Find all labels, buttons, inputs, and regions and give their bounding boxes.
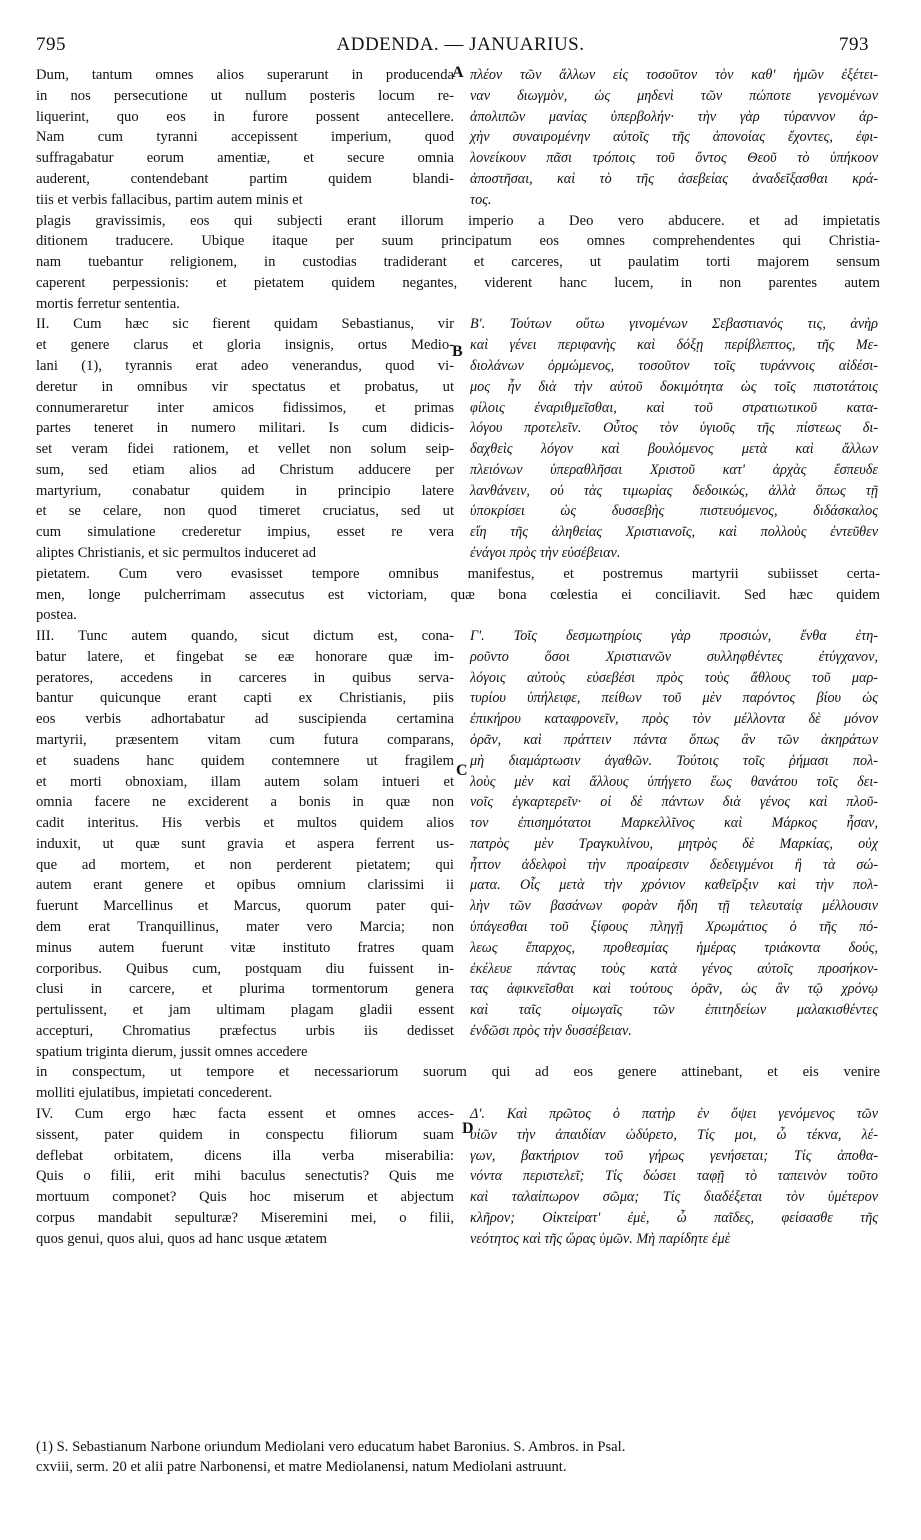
latin-text-line: Nam cum tyranni accepissent imperium, quod <box>36 129 454 146</box>
greek-text-line: μὴ διαμάρτωσιν ἀγαθῶν. Τούτοις τοῖς ῥήμασι πολ- <box>470 752 878 769</box>
page-number-left: 795 <box>36 34 66 55</box>
greek-text-line: μος ἦν διὰ τὴν αὐτοῦ δοκιμότητα ὡς τοῖς πιστοτάτοις <box>470 378 878 395</box>
latin-text-line: induxit, ut quæ sunt gravia et aspera ferrent us- <box>36 835 454 852</box>
greek-text-line: καὶ γένει περιφανὴς καὶ δόξῃ περίβλεπτος, τῆς Με- <box>470 337 878 354</box>
latin-text-line: quos genui, quos alui, quos ad hanc usque ætatem <box>36 1230 328 1247</box>
greek-text-line: Γ'. Τοῖς δεσμωτηρίοις γὰρ προσιών, ἔνθα ἐτη- <box>470 628 878 645</box>
latin-text-line: tiis et verbis fallacibus, partim autem minis et <box>36 191 303 208</box>
latin-text-line: Dum, tantum omnes alios superarunt in producenda <box>36 67 454 83</box>
latin-text-line: cum simulatione crederetur impius, esset re vera <box>36 524 454 541</box>
latin-text-line: et morti obnoxiam, illam autem solam intueri et <box>36 773 454 790</box>
greek-text-line: πλειόνων ὑπεραθλῆσαι Χριστοῦ κατ' ἀρχὰς ἔσπευδε <box>470 461 878 478</box>
greek-text-line: τος. <box>470 191 492 208</box>
latin-text-line: deretur in omnibus vir spectatus et probatus, ut <box>36 378 454 395</box>
greek-text-line: νεότητος καὶ τῆς ὥρας ὑμῶν. Μὴ παρίδητε ἐμὲ <box>470 1230 731 1247</box>
latin-text-line: sissent, pater quidem in conspectu filiorum suam <box>36 1126 454 1143</box>
greek-text-line: νοῖς ἐγκαρτερεῖν· οἱ δὲ πάντων διὰ γένος καὶ πλοῦ- <box>470 794 878 811</box>
latin-text-line: Quis o filii, erit mihi baculus senectutis? Quis me <box>36 1168 454 1185</box>
latin-text-line: suffragabatur eorum amentiæ, et secure omnia <box>36 150 454 167</box>
greek-text-line: Δ'. Καὶ πρῶτος ὁ πατὴρ ἐν ὄψει γενόμενος τῶν <box>470 1106 878 1122</box>
greek-text-line: λόγου προτελεῖν. Οὗτος τὸν ὑγιοῦς τῆς πίστεως δι- <box>470 420 878 437</box>
greek-text-line: λοὺς μὲν καὶ ἄλλους ὑπήγετο ἕως θανάτου τοῖς δει- <box>470 773 878 790</box>
latin-text-line: partes teneret in numero militari. Is cum didicis- <box>36 420 454 437</box>
greek-text-line: ἀποστῆσαι, καὶ τὸ τῆς ἀσεβείας ἀναδεῖξασθαι κρά- <box>470 170 878 187</box>
greek-text-line: ὑπάγεσθαι τοῦ ξίφους πληγῇ Χρωμάτιος ὁ τῆς πό- <box>470 919 878 935</box>
greek-text-line: Β'. Τούτων οὕτω γινομένων Σεβαστιανός τις, ἀνὴρ <box>470 316 878 333</box>
greek-text-line: πλέον τῶν ἄλλων εἰς τοσοῦτον τὸν καθ' ἡμῶν ἐξέτει- <box>470 67 878 83</box>
greek-text-line: εἴη τῆς ἀληθείας Χριστιανοῖς, καὶ πολλοὺς ἐντεῦθεν <box>470 524 878 541</box>
greek-text-line: καὶ ταλαίπωρον σῶμα; Τίς διαδέξεται τὸν ὑμέτερον <box>470 1189 878 1206</box>
latin-text-line: corporibus. Quibus cum, postquam diu fuissent in- <box>36 960 454 977</box>
full-text-line: caperent perpessionis: et pietatem quidem negantes, viderent hanc lucem, in non parentes autem <box>36 274 880 291</box>
margin-letter-b: B <box>452 343 463 360</box>
latin-text-line: minus autem fuerunt vitæ instituto fratres quam <box>36 939 454 956</box>
full-text-line: postea. <box>36 607 77 624</box>
greek-text-line: ναν διωγμὸν, ὡς μηδενὶ τῶν πώποτε γενομένων <box>470 87 878 104</box>
latin-text-line: in nos persecutione ut nullum posteris locum re- <box>36 87 454 104</box>
greek-text-line: λανθάνειν, οὐ τὰς τιμωρίας δεδοικώς, ἀλλὰ ὅπως τῇ <box>470 482 878 499</box>
greek-text-line: τον ἐπισημότατοι Μαρκελλῖνος καὶ Μάρκος ἦσαν, <box>470 815 878 832</box>
latin-text-line: peratores, accedens in carceres in quibus serva- <box>36 669 454 686</box>
latin-text-line: spatium triginta dierum, jussit omnes accedere <box>36 1043 308 1060</box>
greek-text-line: δαχθεὶς λόγον καὶ βουλόμενος μετὰ καὶ ἄλλων <box>470 441 878 457</box>
latin-text-line: bantur quicunque erant capti ex Christianis, piis <box>36 690 454 707</box>
greek-text-line: ἀπολιπῶν μανίας ὑπερβολήν· τὴν γὰρ τύραννον ἀρ- <box>470 108 878 125</box>
margin-letter-c: C <box>456 762 468 779</box>
margin-letter-d: D <box>462 1120 474 1137</box>
greek-text-line: ἧττον ἀδελφοὶ τὴν προαίρεσιν δεδειγμένοι ἢ τὰ σώ- <box>470 856 878 873</box>
greek-text-line: πατρὸς μὲν Τραγκυλίνου, μητρὸς δὲ Μαρκίας, οὐχ <box>470 835 878 852</box>
latin-text-line: que ad mortem, et non perderent pietatem; qui <box>36 856 454 873</box>
greek-text-line: γων, βακτήριον τοῦ γήρως γενήσεται; Τίς ἀποθα- <box>470 1147 878 1164</box>
latin-text-line: et genere clarus et gloria insignis, ortus Medio- <box>36 337 454 354</box>
full-text-line: plagis gravissimis, eos qui subjecti erant illorum imperio a Deo vero abducere. et ad impietatis <box>36 212 880 229</box>
latin-text-line: connumeraretur inter amicos fidissimos, et primas <box>36 399 454 416</box>
greek-text-line: λόγοις αὐτοὺς εὐσεβέσι πρὸς τοὺς ἄθλους τοῦ μαρ- <box>470 669 878 686</box>
latin-text-line: IV. Cum ergo hæc facta essent et omnes acces- <box>36 1106 454 1122</box>
full-text-line: in conspectum, ut tempore et necessariorum suorum qui ad eos genere attinebant, et eis venire <box>36 1064 880 1081</box>
greek-text-line: λονείκουν πᾶσι τρόποις τοῦ ὄντος Θεοῦ τὸ ὑπήκοον <box>470 150 878 167</box>
latin-text-line: auderent, contendebant partim quidem blandi- <box>36 170 454 187</box>
latin-text-line: dem erat Tranquillinus, mater vero Marcia; non <box>36 919 454 935</box>
latin-text-line: sum, sed etiam alios ad Christum adducere per <box>36 461 454 478</box>
greek-text-line: λεως ἔπαρχος, προθεσμίας ἡμέρας τριάκοντα δούς, <box>470 939 878 956</box>
greek-text-line: τας ἀφικνεῖσθαι καὶ τούτους ὁρᾶν, ὡς ἂν τῷ χρόνῳ <box>470 981 878 998</box>
greek-text-line: λὴν τῶν βασάνων φορὰν ἤδη τῇ τελευταίᾳ μέλλουσιν <box>470 898 878 915</box>
latin-text-line: fuerunt Marcellinus et Marcus, quorum pater qui- <box>36 898 454 915</box>
footnote-line-1: (1) S. Sebastianum Narbone oriundum Mediolani vero educatum habet Baronius. S. Ambros. in Psal. <box>36 1439 626 1455</box>
latin-text-line: clusi in carcere, et plurima tormentorum genera <box>36 981 454 998</box>
latin-text-line: corpus mandabit sepulturæ? Miseremini mei, o filii, <box>36 1209 454 1226</box>
latin-text-line: et se celare, non quod timeret cruciatus, sed ut <box>36 503 454 520</box>
greek-text-line: ἐκέλευε πάντας τοὺς κατὰ γένος αὐτοῖς προσήκον- <box>470 960 878 977</box>
full-text-line: nam tuebantur religionem, in custodias tradiderant et carceres, ut paulatim torti majorem sensum <box>36 254 880 270</box>
latin-text-line: mortuum componet? Quis hoc miserum et abjectum <box>36 1189 454 1206</box>
latin-text-line: martyrii, præsentem vitam cum futura comparans, <box>36 732 454 748</box>
greek-text-line: φίλοις ἐναριθμεῖσθαι, καὶ τοῦ στρατιωτικοῦ κατα- <box>470 399 878 416</box>
page-number-right: 793 <box>839 34 869 55</box>
greek-text-line: ροῦντο ὅσοι Χριστιανῶν συλληφθέντες ἐτύγχανον, <box>470 648 878 665</box>
latin-text-line: aliptes Christianis, et sic permultos induceret ad <box>36 544 317 561</box>
greek-text-line: ἐπικήρου καταφρονεῖν, πρὸς τὸν μέλλοντα δὲ μόνον <box>470 711 878 728</box>
latin-text-line: deflebat orbitatem, dicens illa verba miserabilia: <box>36 1147 454 1164</box>
latin-text-line: III. Tunc autem quando, sicut dictum est, cona- <box>36 628 454 645</box>
latin-text-line: set veram fidei rationem, et vellet non solum seip- <box>36 441 454 457</box>
greek-text-line: ἐνδῶσι πρὸς τὴν δυσσέβειαν. <box>470 1022 632 1039</box>
latin-text-line: martyrium, conabatur quidem in principio latere <box>36 482 454 499</box>
greek-text-line: ἐνάγοι πρὸς τὴν εὐσέβειαν. <box>470 544 621 561</box>
latin-text-line: II. Cum hæc sic fierent quidam Sebastianus, vir <box>36 316 454 333</box>
greek-text-line: υἱῶν τὴν ἀπαιδίαν ὠδύρετο, Τίς μοι, ὦ τέκνα, λέ- <box>470 1126 878 1143</box>
latin-text-line: eos verbis adhortabatur ad suscipienda certamina <box>36 711 454 728</box>
latin-text-line: et suadens hanc quidem contemnere ut fragilem <box>36 752 454 769</box>
full-text-line: mortis ferretur sententia. <box>36 295 180 312</box>
greek-text-line: ὑποκρίσει ὡς δυσσεβὴς πιστευόμενος, διδάσκαλος <box>470 503 878 520</box>
full-text-line: ditionem traducere. Ubique itaque per suum principatum eos omnes comprehendentes qui Christia- <box>36 233 880 250</box>
greek-text-line: ὁρᾶν, καὶ πράττειν πάντα ὅπως ἂν τῶν ἀκηράτων <box>470 732 878 748</box>
greek-text-line: χὴν συναιρομένην αὐτοῖς τῆς ἀπονοίας ἔχοντες, ἐφι- <box>470 129 878 146</box>
greek-text-line: τυρίου ὑπήλειφε, πείθων τοῦ μὲν παρόντος βίου ὡς <box>470 690 878 707</box>
latin-text-line: omnia facere ne exciderent a bonis in quæ non <box>36 794 454 811</box>
latin-text-line: batur latere, et fingebat se eæ honorare quæ im- <box>36 648 454 665</box>
latin-text-line: accepturi, Chromatius præfectus urbis iis dedisset <box>36 1022 454 1039</box>
latin-text-line: pertulissent, et jam ultimam plagam gladii essent <box>36 1002 454 1019</box>
greek-text-line: νόντα περιστελεῖ; Τίς δώσει ταφῇ τὸ ταπεινὸν τοῦτο <box>470 1168 878 1185</box>
greek-text-line: κλῆρον; Οἰκτείρατ' ἐμὲ, ὦ παῖδες, φείσασθε τῆς <box>470 1209 878 1226</box>
footnote-line-2: cxviii, serm. 20 et alii patre Narbonensi, et matre Mediolanensi, natum Mediolani astruunt. <box>36 1459 567 1475</box>
latin-text-line: liquerint, quo eos in furore possent antecellere. <box>36 108 454 125</box>
latin-text-line: autem erant genere et opibus omnium clarissimi ii <box>36 877 454 894</box>
full-text-line: molliti ejulatibus, impietati concederent. <box>36 1085 273 1102</box>
greek-text-line: διολάνων ὁρμώμενος, τοσοῦτον τοῖς τυράννοις αἰδέσι- <box>470 357 878 374</box>
running-title: ADDENDA. — JANUARIUS. <box>336 34 585 55</box>
full-text-line: men, longe pulcherrimam assecutus est victoriam, quæ bona cœlestia ei conciliavit. Sed hæc quidem <box>36 586 880 603</box>
full-text-line: pietatem. Cum vero evasisset tempore omnibus manifestus, et postremus martyrii subiisset certa- <box>36 565 880 582</box>
greek-text-line: καὶ ταῖς οἰμωγαῖς τῶν ἐπιτηδείων μαλακισθέντες <box>470 1002 878 1019</box>
margin-letter-a: A <box>452 64 464 81</box>
greek-text-line: ματα. Οἷς μετὰ τὴν χρόνιον καθεῖρξιν καὶ τὴν πολ- <box>470 877 878 894</box>
latin-text-line: cadit interitus. His verbis et multos quidem alios <box>36 815 454 832</box>
latin-text-line: lani (1), tyrannis erat adeo venerandus, quod vi- <box>36 357 454 374</box>
